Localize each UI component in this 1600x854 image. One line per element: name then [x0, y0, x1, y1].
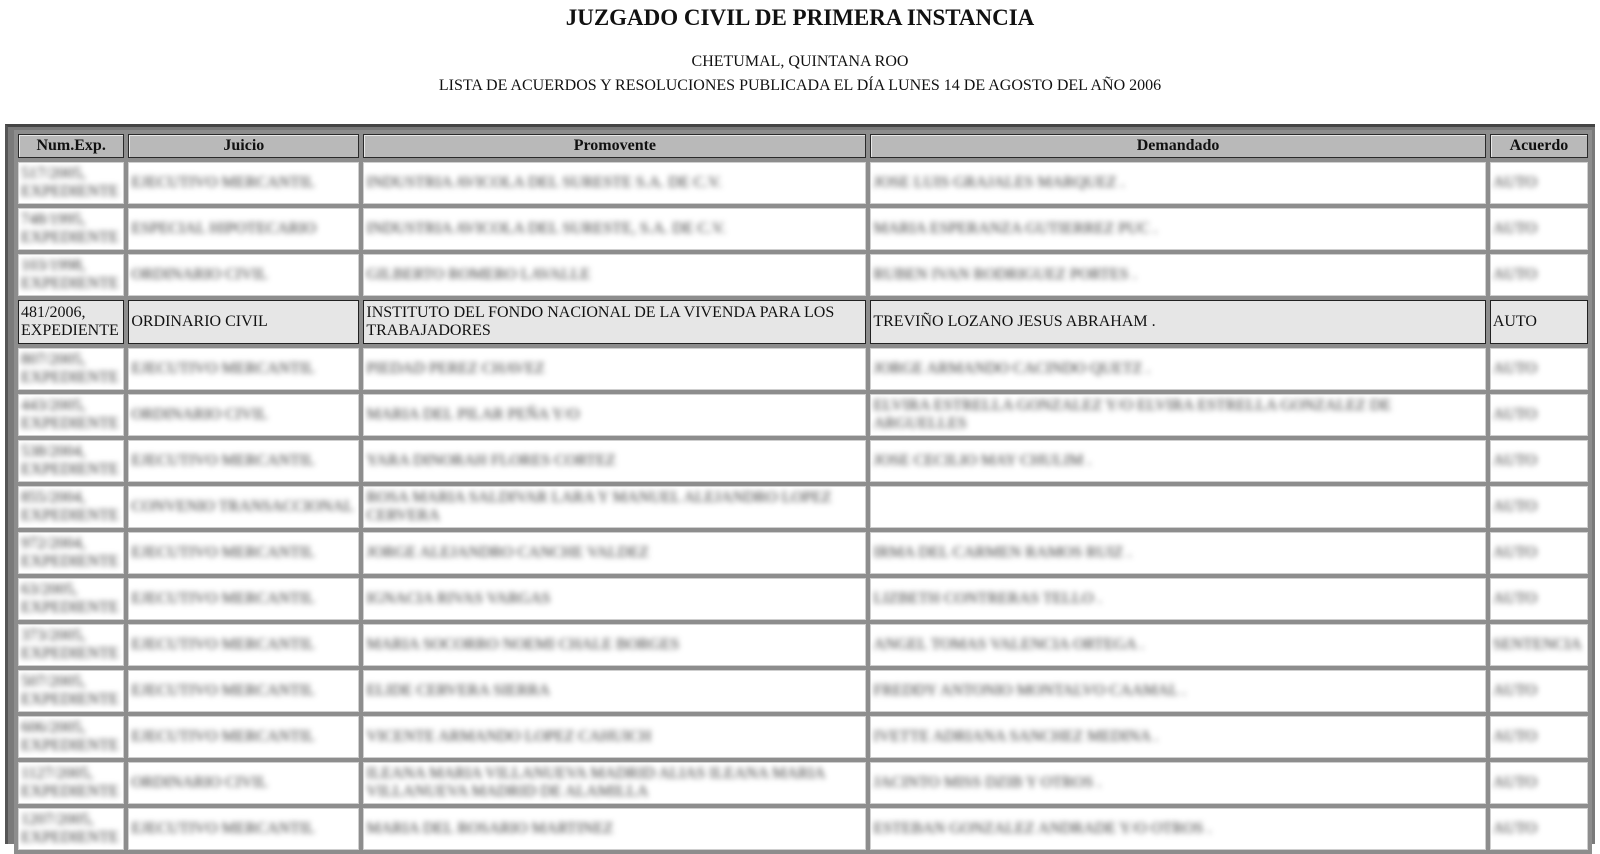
- cell-acuerdo: [1490, 394, 1588, 436]
- cell-num-exp: [18, 486, 124, 528]
- cell-num-exp-text: 507/2005, EXPEDIENTE: [21, 673, 119, 708]
- cell-juicio-text: ORDINARIO CIVIL: [131, 266, 268, 283]
- cell-acuerdo-text: AUTO: [1492, 406, 1537, 423]
- table-body: [18, 162, 1588, 850]
- cell-demandado-text: ESTEBAN GONZALEZ ANDRADE Y/O OTROS .: [873, 820, 1212, 837]
- cell-demandado-text: ELVIRA ESTRELLA GONZALEZ Y/O ELVIRA ESTRELLA GONZALEZ DE ARGUELLES: [873, 397, 1392, 432]
- cell-acuerdo-text: AUTO: [1492, 544, 1537, 561]
- cell-demandado: [870, 348, 1485, 390]
- acuerdos-table: [14, 130, 1592, 854]
- cell-demandado: [870, 762, 1485, 804]
- column-header-juicio: Juicio: [128, 134, 359, 158]
- cell-juicio: [128, 808, 359, 850]
- cell-promovente: [363, 440, 866, 482]
- cell-demandado-text: RUBEN IVAN RODRIGUEZ PORTES .: [873, 266, 1137, 283]
- table-row: [18, 440, 1588, 482]
- cell-juicio: [128, 486, 359, 528]
- cell-promovente-text: YARA DINORAH FLORES CORTEZ: [366, 452, 616, 469]
- cell-num-exp-text: 748/1995, EXPEDIENTE: [21, 211, 119, 246]
- cell-juicio-text: CONVENIO TRANSACCIONAL: [131, 498, 354, 515]
- cell-num-exp-text: 443/2005, EXPEDIENTE: [21, 397, 119, 432]
- cell-demandado: [870, 808, 1485, 850]
- cell-num-exp: [18, 348, 124, 390]
- cell-promovente: [363, 254, 866, 296]
- cell-num-exp: [18, 208, 124, 250]
- cell-demandado: [870, 670, 1485, 712]
- cell-acuerdo: [1490, 254, 1588, 296]
- cell-juicio: [128, 624, 359, 666]
- cell-demandado-text: FREDDY ANTONIO MONTALVO CAAMAL .: [873, 682, 1187, 699]
- cell-acuerdo-text: AUTO: [1492, 452, 1537, 469]
- cell-juicio: [128, 162, 359, 204]
- cell-num-exp-text: 606/2005, EXPEDIENTE: [21, 719, 119, 754]
- table-row: [18, 486, 1588, 528]
- cell-promovente-text: PIEDAD PEREZ CHAVEZ: [366, 360, 545, 377]
- cell-demandado-text: JACINTO MISS DZIB Y OTROS .: [873, 774, 1102, 791]
- cell-num-exp-text: 855/2004, EXPEDIENTE: [21, 489, 119, 524]
- cell-demandado-text: IVETTE ADRIANA SANCHEZ MEDINA .: [873, 728, 1159, 745]
- cell-promovente: [363, 808, 866, 850]
- cell-num-exp: [18, 532, 124, 574]
- cell-demandado: [870, 716, 1485, 758]
- column-header-demandado: Demandado: [870, 134, 1485, 158]
- table-row: [18, 348, 1588, 390]
- cell-acuerdo: [1490, 208, 1588, 250]
- table-row: [18, 254, 1588, 296]
- cell-num-exp: [18, 670, 124, 712]
- cell-promovente: [363, 532, 866, 574]
- list-title: LISTA DE ACUERDOS Y RESOLUCIONES PUBLICADA EL DÍA LUNES 14 DE AGOSTO DEL AÑO 2006: [438, 77, 1162, 94]
- cell-acuerdo-text: SENTENCIA: [1492, 636, 1582, 653]
- cell-acuerdo: [1490, 808, 1588, 850]
- cell-num-exp: [18, 624, 124, 666]
- cell-acuerdo: [1490, 486, 1588, 528]
- cell-juicio: [128, 762, 359, 804]
- cell-promovente: [363, 670, 866, 712]
- cell-demandado-text: LIZBETH CONTRERAS TELLO .: [873, 590, 1102, 607]
- table-row: [18, 208, 1588, 250]
- cell-promovente-text: MARIA SOCORRO NOEMI CHALE BORGES: [366, 636, 680, 653]
- cell-juicio: [128, 254, 359, 296]
- cell-acuerdo: [1490, 624, 1588, 666]
- cell-num-exp: [18, 394, 124, 436]
- cell-acuerdo: [1490, 716, 1588, 758]
- cell-promovente-text: MARIA DEL PILAR PEÑA Y/O: [366, 406, 580, 423]
- cell-juicio: [128, 300, 359, 344]
- table-row: [18, 624, 1588, 666]
- cell-num-exp: [18, 578, 124, 620]
- cell-juicio-text: EJECUTIVO MERCANTIL: [131, 682, 315, 699]
- cell-promovente: [363, 162, 866, 204]
- cell-num-exp-text: 103/1998, EXPEDIENTE: [21, 257, 119, 292]
- cell-promovente: [363, 300, 866, 344]
- page-header: [0, 0, 1600, 103]
- column-header-promovente: Promovente: [363, 134, 866, 158]
- cell-promovente-text: INDUSTRIA AVICOLA DEL SURESTE, S.A. DE C.V.: [366, 220, 726, 237]
- table-row: [18, 394, 1588, 436]
- cell-acuerdo: [1490, 532, 1588, 574]
- cell-promovente-text: VICENTE ARMANDO LOPEZ CAHUICH: [366, 728, 652, 745]
- table-frame: [5, 124, 1595, 844]
- cell-juicio: [128, 578, 359, 620]
- cell-acuerdo: [1490, 162, 1588, 204]
- cell-juicio: [128, 348, 359, 390]
- page-title: JUZGADO CIVIL DE PRIMERA INSTANCIA: [565, 5, 1035, 30]
- cell-juicio-text: EJECUTIVO MERCANTIL: [131, 636, 315, 653]
- cell-juicio-text: EJECUTIVO MERCANTIL: [131, 820, 315, 837]
- cell-demandado-text: JOSE LUIS GRAJALES MARQUEZ .: [873, 174, 1125, 191]
- cell-juicio-text: EJECUTIVO MERCANTIL: [131, 590, 315, 607]
- cell-demandado: [870, 162, 1485, 204]
- cell-promovente: [363, 394, 866, 436]
- cell-juicio: [128, 532, 359, 574]
- cell-acuerdo-text: AUTO: [1492, 174, 1537, 191]
- cell-acuerdo: [1490, 762, 1588, 804]
- cell-acuerdo: [1490, 670, 1588, 712]
- cell-num-exp: [18, 762, 124, 804]
- cell-acuerdo-text: AUTO: [1492, 498, 1537, 515]
- table-row: [18, 716, 1588, 758]
- cell-acuerdo-text: AUTO: [1492, 820, 1537, 837]
- cell-num-exp: [18, 300, 124, 344]
- cell-promovente-text: ILEANA MARIA VILLANUEVA MADRID ALIAS ILEANA MARIA VILLANUEVA MADRID DE ALAMILLA: [366, 765, 825, 800]
- table-row: [18, 532, 1588, 574]
- cell-juicio-text: EJECUTIVO MERCANTIL: [131, 360, 315, 377]
- cell-acuerdo-text: AUTO: [1492, 590, 1537, 607]
- cell-acuerdo-text: AUTO: [1492, 220, 1537, 237]
- location-text: CHETUMAL, QUINTANA ROO: [691, 53, 909, 70]
- cell-juicio: [128, 394, 359, 436]
- cell-juicio-text: EJECUTIVO MERCANTIL: [131, 728, 315, 745]
- cell-demandado-text: ANGEL TOMAS VALENCIA ORTEGA .: [873, 636, 1144, 653]
- cell-num-exp: [18, 162, 124, 204]
- cell-acuerdo-text: AUTO: [1492, 682, 1537, 699]
- cell-juicio-text: ORDINARIO CIVIL: [131, 406, 268, 423]
- cell-demandado: [870, 486, 1485, 528]
- cell-promovente: [363, 486, 866, 528]
- cell-juicio-text: ORDINARIO CIVIL: [131, 774, 268, 791]
- cell-demandado-text: IRMA DEL CARMEN RAMOS RUIZ .: [873, 544, 1132, 561]
- cell-promovente: [363, 762, 866, 804]
- table-row: [18, 300, 1588, 344]
- cell-promovente-text: INSTITUTO DEL FONDO NACIONAL DE LA VIVENDA PARA LOS TRABAJADORES: [366, 304, 835, 339]
- cell-acuerdo: [1490, 348, 1588, 390]
- cell-demandado-text: MARIA ESPERANZA GUTIERREZ PUC .: [873, 220, 1158, 237]
- cell-num-exp: [18, 808, 124, 850]
- cell-demandado: [870, 440, 1485, 482]
- cell-acuerdo: [1490, 440, 1588, 482]
- cell-promovente-text: GILBERTO ROMERO LAVALLE: [366, 266, 591, 283]
- cell-acuerdo: [1490, 578, 1588, 620]
- cell-num-exp: [18, 254, 124, 296]
- cell-juicio-text: EJECUTIVO MERCANTIL: [131, 452, 315, 469]
- column-header-acuerdo: Acuerdo: [1490, 134, 1588, 158]
- cell-promovente-text: MARIA DEL ROSARIO MARTINEZ: [366, 820, 614, 837]
- cell-promovente: [363, 578, 866, 620]
- cell-acuerdo: [1490, 300, 1588, 344]
- cell-num-exp-text: 1127/2005, EXPEDIENTE: [21, 765, 119, 800]
- cell-promovente-text: ELIDE CERVERA SIERRA: [366, 682, 550, 699]
- cell-acuerdo-text: AUTO: [1492, 313, 1537, 330]
- cell-acuerdo-text: AUTO: [1492, 266, 1537, 283]
- cell-demandado-text: JOSE CECILIO MAY CHULIM .: [873, 452, 1092, 469]
- cell-num-exp-text: 1207/2005, EXPEDIENTE: [21, 811, 119, 846]
- cell-promovente-text: ROSA MARIA SALDIVAR LARA Y MANUEL ALEJANDRO LOPEZ CERVERA: [366, 489, 832, 524]
- cell-promovente-text: JORGE ALEJANDRO CANCHE VALDEZ: [366, 544, 649, 561]
- cell-num-exp-text: 373/2005, EXPEDIENTE: [21, 627, 119, 662]
- column-header-num-exp: Num.Exp.: [18, 134, 124, 158]
- cell-promovente-text: INDUSTRIA AVICOLA DEL SURESTE S.A. DE C.V.: [366, 174, 722, 191]
- cell-promovente-text: IGNACIA RIVAS VARGAS: [366, 590, 551, 607]
- cell-promovente: [363, 624, 866, 666]
- table-row: [18, 578, 1588, 620]
- cell-num-exp-text: 972/2004, EXPEDIENTE: [21, 535, 119, 570]
- cell-demandado: [870, 578, 1485, 620]
- cell-demandado: [870, 208, 1485, 250]
- cell-juicio: [128, 716, 359, 758]
- cell-num-exp: [18, 440, 124, 482]
- cell-demandado: [870, 532, 1485, 574]
- table-row: [18, 162, 1588, 204]
- cell-promovente: [363, 716, 866, 758]
- cell-juicio-text: EJECUTIVO MERCANTIL: [131, 544, 315, 561]
- cell-acuerdo-text: AUTO: [1492, 728, 1537, 745]
- table-row: [18, 762, 1588, 804]
- cell-demandado: [870, 254, 1485, 296]
- cell-num-exp-text: 517/2005, EXPEDIENTE: [21, 165, 119, 200]
- cell-promovente: [363, 348, 866, 390]
- table-header-row: [18, 134, 1588, 158]
- cell-num-exp-text: 538/2004, EXPEDIENTE: [21, 443, 119, 478]
- cell-juicio: [128, 670, 359, 712]
- cell-demandado-text: JORGE ARMANDO CACINDO QUETZ .: [873, 360, 1151, 377]
- cell-juicio-text: ESPECIAL HIPOTECARIO: [131, 220, 317, 237]
- cell-num-exp-text: 63/2005, EXPEDIENTE: [21, 581, 119, 616]
- cell-acuerdo-text: AUTO: [1492, 360, 1537, 377]
- cell-demandado: [870, 394, 1485, 436]
- table-row: [18, 808, 1588, 850]
- cell-juicio: [128, 208, 359, 250]
- cell-num-exp-text: 807/2005, EXPEDIENTE: [21, 351, 119, 386]
- cell-promovente: [363, 208, 866, 250]
- table-row: [18, 670, 1588, 712]
- cell-num-exp: [18, 716, 124, 758]
- cell-demandado-text: TREVIÑO LOZANO JESUS ABRAHAM .: [873, 313, 1156, 330]
- cell-acuerdo-text: AUTO: [1492, 774, 1537, 791]
- cell-juicio-text: ORDINARIO CIVIL: [131, 313, 268, 330]
- cell-demandado: [870, 300, 1485, 344]
- cell-juicio: [128, 440, 359, 482]
- cell-num-exp-text: 481/2006, EXPEDIENTE: [21, 304, 119, 339]
- cell-demandado: [870, 624, 1485, 666]
- cell-juicio-text: EJECUTIVO MERCANTIL: [131, 174, 315, 191]
